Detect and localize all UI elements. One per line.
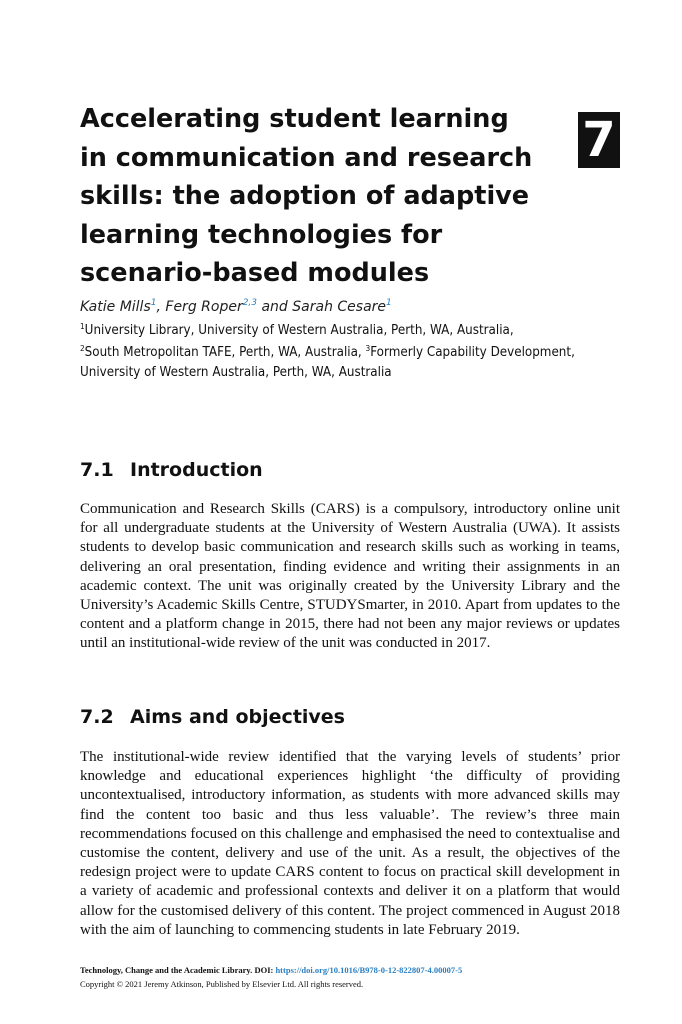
affiliation-text: South Metropolitan TAFE, Perth, WA, Australia,	[84, 345, 366, 360]
author-affiliation-mark: 1	[386, 298, 392, 308]
author-separator: ,	[156, 299, 166, 315]
chapter-title: Accelerating student learning in communication and research skills: the adoption of adaptive learning technologies for scenario-based modules	[80, 104, 533, 288]
chapter-number-badge: 7	[578, 112, 620, 168]
affiliation-text: University Library, University of Western Australia, Perth, WA, Australia,	[84, 323, 514, 338]
section-heading-introduction	[80, 459, 263, 481]
author-name: Sarah Cesare	[292, 299, 387, 315]
affiliation-mark: 3	[365, 344, 371, 353]
section-title: Aims and objectives	[130, 706, 345, 728]
affiliation-line-2	[80, 344, 595, 360]
affiliation-mark: 1	[80, 322, 85, 331]
section-number: 7.1	[80, 459, 114, 481]
footer-source: Technology, Change and the Academic Library.	[80, 965, 253, 975]
author-separator: and	[257, 299, 293, 315]
section-body-introduction: Communication and Research Skills (CARS) is a compulsory, introductory online unit for all undergraduate students at the University of Western Australia (UWA). It assists students to develop basic communication and research skills such as working in teams, delivering an oral presentation, finding evidence and writing their assignments in an academic context. The unit was originally created by the University Library and the University’s Academic Skills Centre, STUDYSmarter, in 2010. Apart from updates to the content and a platform change in 2015, there had not been any major reviews or updates until an institutional-wide review of the unit was conducted in 2017.	[80, 501, 620, 652]
doi-link[interactable]: https://doi.org/10.1016/B978-0-12-822807-4.00007-5	[275, 965, 463, 975]
footer-citation	[80, 965, 640, 975]
affiliation-line-1	[80, 322, 595, 338]
author-list	[80, 298, 620, 315]
section-heading-aims	[80, 706, 345, 728]
author-name: Ferg Roper	[165, 299, 243, 315]
section-number: 7.2	[80, 706, 114, 728]
footer-copyright: Copyright © 2021 Jeremy Atkinson, Published by Elsevier Ltd. All rights reserved.	[80, 979, 364, 989]
section-body-aims: The institutional-wide review identified that the varying levels of students’ prior knowledge and educational experiences highlight ‘the difficulty of providing uncontextualised, introductory information, as students with more advanced skills may find the content too basic and thus less valuable’. The review’s three main recommendations focused on this challenge and emphasised the need to contextualise and customise the content, delivery and use of the unit. As a result, the objectives of the redesign project were to update CARS content to focus on practical skill development in a variety of academic and professional contexts and deliver it on a platform that would allow for the customised delivery of this content. The project commenced in August 2018 with the aim of launching to commencing students in late February 2019.	[80, 749, 620, 938]
author-affiliation-mark: 1	[150, 298, 157, 308]
author-name: Katie Mills	[80, 299, 151, 315]
affiliation-line-3: University of Western Australia, Perth, WA, Australia	[80, 365, 392, 380]
affiliation-mark: 2	[80, 344, 85, 353]
footer-doi-label: DOI:	[254, 965, 274, 975]
affiliation-text: Formerly Capability Development,	[370, 345, 575, 360]
author-affiliation-mark: 2,3	[242, 298, 258, 308]
section-title: Introduction	[130, 459, 263, 481]
